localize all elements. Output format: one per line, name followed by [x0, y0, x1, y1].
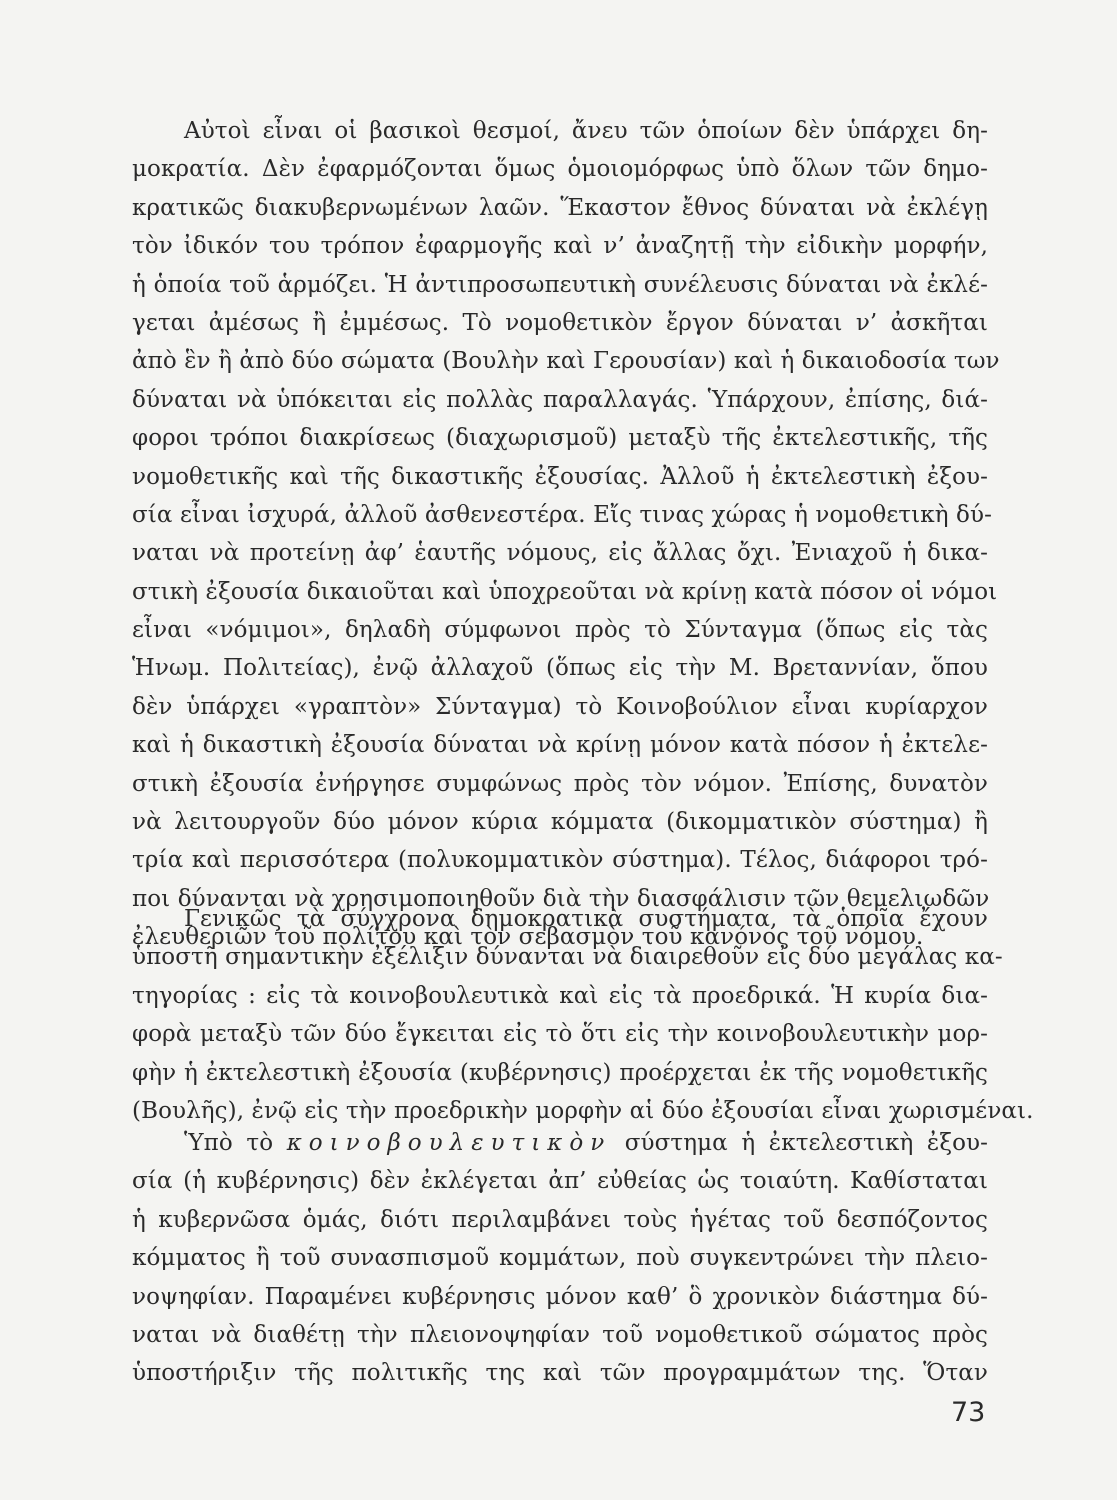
text-line: ἡ κυβερνῶσα ὁμάς, διότι περιλαμβάνει τοὺς ἡγέτας τοῦ δεσπόζοντος [132, 1206, 988, 1233]
text-line: στικὴ ἐξουσία δικαιοῦται καὶ ὑποχρεοῦται νὰ κρίνῃ κατὰ πόσον οἱ νόμοι [132, 578, 998, 605]
text-line: τρία καὶ περισσότερα (πολυκομματικὸν σύστημα). Τέλος, διάφοροι τρό- [132, 847, 988, 874]
text-run: σύστημα ἡ ἐκτελεστικὴ ἐξου- [611, 1130, 989, 1156]
text-line: ἡ ὁποία τοῦ ἁρμόζει. Ἡ ἀντιπροσωπευτικὴ συνέλευσις δύναται νὰ ἐκλέ- [132, 271, 988, 298]
text-line: Ἡνωμ. Πολιτείας), ἐνῷ ἀλλαχοῦ (ὅπως εἰς τὴν Μ. Βρεταννίαν, ὅπου [132, 655, 988, 682]
text-line: ἀπὸ ἓν ἢ ἀπὸ δύο σώματα (Βουλὴν καὶ Γερουσίαν) καὶ ἡ δικαιοδοσία των [132, 348, 1000, 375]
text-line: φορὰ μεταξὺ τῶν δύο ἔγκειται εἰς τὸ ὅτι εἰς τὴν κοινοβουλευτικὴν μορ- [132, 1021, 988, 1048]
text-line: νομοθετικῆς καὶ τῆς δικαστικῆς ἐξουσίας. Ἀλλοῦ ἡ ἐκτελεστικὴ ἐξου- [132, 463, 988, 490]
page-number: 73 [951, 1397, 986, 1428]
paragraph-parliamentary-system [132, 1124, 988, 1393]
text-line: ποι δύνανται νὰ χρησιμοποιηθοῦν διὰ τὴν διασφάλισιν τῶν θεμελιωδῶν [132, 885, 990, 912]
text-line: ὑποστήριξιν τῆς πολιτικῆς της καὶ τῶν προγραμμάτων της. Ὅταν [132, 1360, 988, 1387]
text-line: μοκρατία. Δὲν ἐφαρμόζονται ὅμως ὁμοιομόρφως ὑπὸ ὅλων τῶν δημο- [132, 156, 988, 183]
text-line: σία εἶναι ἰσχυρά, ἀλλοῦ ἀσθενεστέρα. Εἴς τινας χώρας ἡ νομοθετικὴ δύ- [132, 501, 992, 528]
text-line: φὴν ἡ ἐκτελεστικὴ ἐξουσία (κυβέρνησις) προέρχεται ἐκ τῆς νομοθετικῆς [132, 1059, 988, 1086]
text-line: καὶ ἡ δικαστικὴ ἐξουσία δύναται νὰ κρίνῃ μόνον κατὰ πόσον ἡ ἐκτελε- [132, 732, 988, 759]
text-line: ἐλευθεριῶν τοῦ πολίτου καὶ τὸν σεβασμὸν τοῦ κανόνος τοῦ νόμου. [132, 924, 924, 951]
text-line: ναται νὰ προτείνῃ ἀφ’ ἑαυτῆς νόμους, εἰς ἄλλας ὄχι. Ἐνιαχοῦ ἡ δικα- [132, 540, 988, 567]
text-line: νὰ λειτουργοῦν δύο μόνον κύρια κόμματα (δικομματικὸν σύστημα) ἢ [132, 809, 988, 836]
text-line: δὲν ὑπάρχει «γραπτὸν» Σύνταγμα) τὸ Κοινοβούλιον εἶναι κυρίαρχον [132, 693, 988, 720]
text-run: Ὑπὸ τὸ [184, 1130, 287, 1156]
paragraph-democratic-institutions [132, 112, 1000, 957]
text-line: (Βουλῆς), ἐνῷ εἰς τὴν προεδρικὴν μορφὴν αἱ δύο ἐξουσίαι εἶναι χωρισμέναι. [132, 1097, 1034, 1124]
text-line: Γενικῶς τὰ σύγχρονα δημοκρατικὰ συστήματα, τὰ ὁποῖα ἔχουν [184, 906, 988, 932]
text-line: γεται ἀμέσως ἢ ἐμμέσως. Τὸ νομοθετικὸν ἔργον δύναται ν’ ἀσκῆται [132, 309, 988, 336]
text-line: στικὴ ἐξουσία ἐνήργησε συμφώνως πρὸς τὸν νόμον. Ἐπίσης, δυνατὸν [132, 770, 988, 797]
text-line: σία (ἡ κυβέρνησις) δὲν ἐκλέγεται ἀπ’ εὐθείας ὡς τοιαύτη. Καθίσταται [132, 1168, 988, 1195]
text-line: κόμματος ἢ τοῦ συνασπισμοῦ κομμάτων, ποὺ συγκεντρώνει τὴν πλειο- [132, 1245, 988, 1272]
text-line: Αὐτοὶ εἶναι οἱ βασικοὶ θεσμοί, ἄνευ τῶν ὁποίων δὲν ὑπάρχει δη- [184, 118, 988, 144]
text-line: εἶναι «νόμιμοι», δηλαδὴ σύμφωνοι πρὸς τὸ Σύνταγμα (ὅπως εἰς τὰς [132, 617, 988, 644]
text-line-first [132, 1124, 988, 1162]
text-line: ναται νὰ διαθέτῃ τὴν πλειονοψηφίαν τοῦ νομοθετικοῦ σώματος πρὸς [132, 1321, 988, 1348]
emphasized-term: κοινοβουλευτικὸν [286, 1130, 612, 1156]
text-line: κρατικῶς διακυβερνωμένων λαῶν. Ἕκαστον ἔθνος δύναται νὰ ἐκλέγῃ [132, 194, 988, 221]
text-line: τηγορίας : εἰς τὰ κοινοβουλευτικὰ καὶ εἰς τὰ προεδρικά. Ἡ κυρία δια- [132, 982, 988, 1009]
paragraph-modern-systems [132, 900, 1034, 1130]
text-line: φοροι τρόποι διακρίσεως (διαχωρισμοῦ) μεταξὺ τῆς ἐκτελεστικῆς, τῆς [132, 425, 988, 452]
text-line: νοψηφίαν. Παραμένει κυβέρνησις μόνον καθ’ ὃ χρονικὸν διάστημα δύ- [132, 1283, 988, 1310]
text-line: ὑποστῆ σημαντικὴν ἐξέλιξιν δύνανται νὰ διαιρεθοῦν εἰς δύο μεγάλας κα- [132, 944, 1003, 971]
text-line: δύναται νὰ ὑπόκειται εἰς πολλὰς παραλλαγάς. Ὑπάρχουν, ἐπίσης, διά- [132, 386, 988, 413]
text-line: τὸν ἰδικόν του τρόπον ἐφαρμογῆς καὶ ν’ ἀναζητῇ τὴν εἰδικὴν μορφήν, [132, 233, 988, 260]
